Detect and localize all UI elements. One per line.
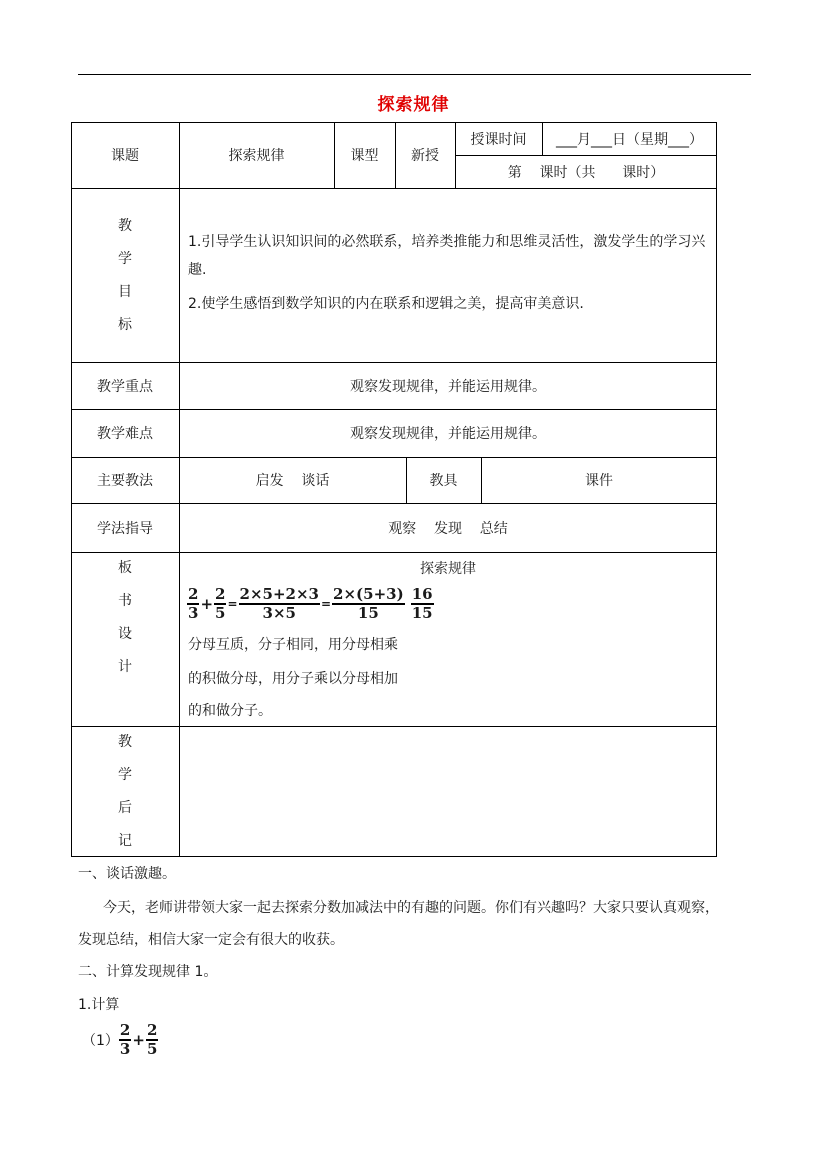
fraction: $\frac{2}{3}$ [119, 1021, 131, 1058]
page-title: 探索规律 [377, 95, 450, 115]
board-formula: $\frac{2}{3}$ + $\frac{2}{5}$ = $\frac{2\times 5+2\times 3}{3\times 5}$ = $\frac{2\times(5+3)}{15}$ $\frac{16}{15}$ [188, 585, 433, 622]
topic-label: 课题 [111, 148, 139, 164]
key-point-value: 观察发现规律，并能运用规律。 [350, 378, 546, 395]
item-1-heading: 1.计算 [78, 997, 120, 1013]
fraction: $\frac{2}{3}$ [188, 585, 199, 622]
study-value: 观察 发现 总结 [388, 520, 508, 537]
board-line-1: 分母互质，分子相同，用分母相乘 [188, 637, 398, 653]
type-value: 新授 [411, 148, 439, 164]
method-label: 主要教法 [97, 473, 153, 489]
goals-label: 教 学 目 标 [118, 218, 132, 333]
tools-value: 课件 [585, 473, 613, 489]
board-heading: 探索规律 [420, 561, 476, 577]
board-line-3: 的和做分子。 [188, 703, 272, 719]
goal-item-1: 1.引导学生认识知识间的必然联系，培养类推能力和思维灵活性，激发学生的学习兴趣. [188, 234, 706, 278]
item-1-exercise-1: （1） $\frac{2}{3}$ + $\frac{2}{5}$ [82, 1021, 158, 1058]
fraction: $\frac{2\times 5+2\times 3}{3\times 5}$ [239, 585, 319, 622]
board-label: 板 书 设 计 [118, 560, 132, 675]
topic-value: 探索规律 [228, 148, 285, 164]
fraction: $\frac{2}{5}$ [215, 585, 226, 622]
goal-item-2: 2.使学生感悟到数学知识的内在联系和逻辑之美，提高审美意识. [188, 296, 584, 312]
notes-label: 教 学 后 记 [118, 734, 132, 849]
paragraph-1-line-1: 今天，老师讲带领大家一起去探索分数加减法中的有趣的问题。你们有兴趣吗？大家只要认真观察， [103, 900, 719, 916]
row-divider [71, 188, 717, 189]
difficulty-value: 观察发现规律，并能运用规律。 [350, 426, 546, 442]
section-1-heading: 一、谈话激趣。 [78, 866, 176, 882]
difficulty-label: 教学难点 [97, 426, 153, 442]
board-line-2: 的积做分母，用分子乘以分母相加 [188, 671, 398, 687]
fraction: $\frac{16}{15}$ [411, 585, 433, 622]
method-value: 启发 谈话 [255, 473, 330, 489]
tools-label: 教具 [429, 473, 458, 489]
period-line: 第 课时（共 课时） [507, 164, 665, 181]
paragraph-1-line-2: 发现总结，相信大家一定会有很大的收获。 [78, 932, 344, 948]
section-2-heading: 二、计算发现规律 1。 [78, 964, 218, 980]
type-label: 课型 [350, 148, 379, 164]
key-point-label: 教学重点 [97, 378, 153, 395]
header-rule [78, 74, 751, 75]
date-line: ___月___日（星期___） [556, 131, 703, 148]
fraction: $\frac{2}{5}$ [146, 1021, 158, 1058]
goals-content [188, 228, 708, 318]
fraction: $\frac{2\times(5+3)}{15}$ [333, 585, 404, 622]
study-label: 学法指导 [97, 520, 153, 537]
time-label: 授课时间 [470, 131, 527, 148]
